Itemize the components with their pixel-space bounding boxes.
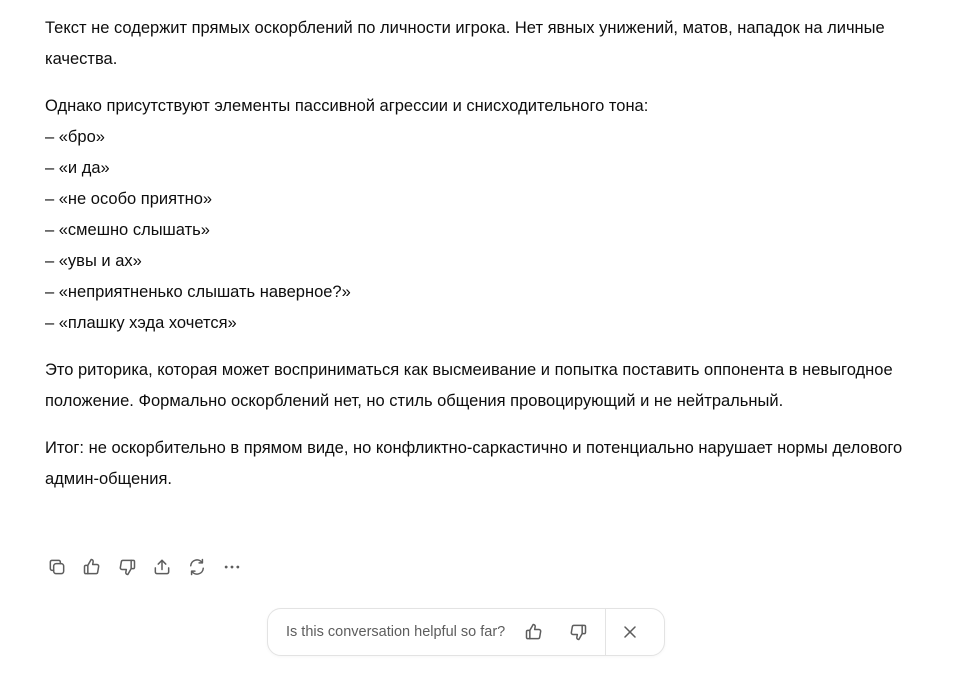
assistant-message	[45, 13, 905, 511]
thumbs-up-icon	[82, 557, 102, 577]
close-icon	[620, 622, 640, 642]
feedback-not-helpful-button[interactable]	[565, 619, 591, 645]
bad-response-button[interactable]	[115, 555, 139, 579]
more-icon	[222, 557, 242, 577]
regenerate-button[interactable]	[185, 555, 209, 579]
feedback-helpful-button[interactable]	[521, 619, 547, 645]
list-item: – «не особо приятно»	[45, 190, 213, 208]
feedback-question: Is this conversation helpful so far?	[286, 624, 506, 640]
list-item: – «смешно слышать»	[45, 221, 210, 239]
good-response-button[interactable]	[80, 555, 104, 579]
thumbs-up-icon	[524, 622, 544, 642]
list-item: – «плашку хэда хочется»	[45, 314, 237, 332]
list-intro: Однако присутствуют элементы пассивной агрессии и снисходительного тона:	[45, 97, 649, 115]
feedback-close-button[interactable]	[617, 619, 643, 645]
copy-icon	[47, 557, 67, 577]
share-icon	[152, 557, 172, 577]
feedback-prompt	[267, 608, 665, 656]
share-button[interactable]	[150, 555, 174, 579]
message-actions-bar	[45, 555, 255, 579]
message-paragraph: Итог: не оскорбительно в прямом виде, но конфликтно-саркастично и потенциально нарушает нормы делового админ-общения.	[45, 439, 903, 488]
list-item: – «неприятненько слышать наверное?»	[45, 283, 351, 301]
quote-list	[45, 91, 905, 339]
thumbs-down-icon	[568, 622, 588, 642]
list-item: – «бро»	[45, 128, 105, 146]
feedback-divider	[605, 608, 606, 656]
thumbs-down-icon	[117, 557, 137, 577]
regenerate-icon	[187, 557, 207, 577]
message-paragraph: Текст не содержит прямых оскорблений по личности игрока. Нет явных унижений, матов, нападок на личные качества.	[45, 19, 885, 68]
list-item: – «и да»	[45, 159, 110, 177]
copy-button[interactable]	[45, 555, 69, 579]
more-actions-button[interactable]	[220, 555, 244, 579]
message-paragraph: Это риторика, которая может восприниматься как высмеивание и попытка поставить оппонента в невыгодное положение. Формально оскорблений нет, но стиль общения провоцирующий и не нейтральный.	[45, 361, 893, 410]
list-item: – «увы и ах»	[45, 252, 142, 270]
